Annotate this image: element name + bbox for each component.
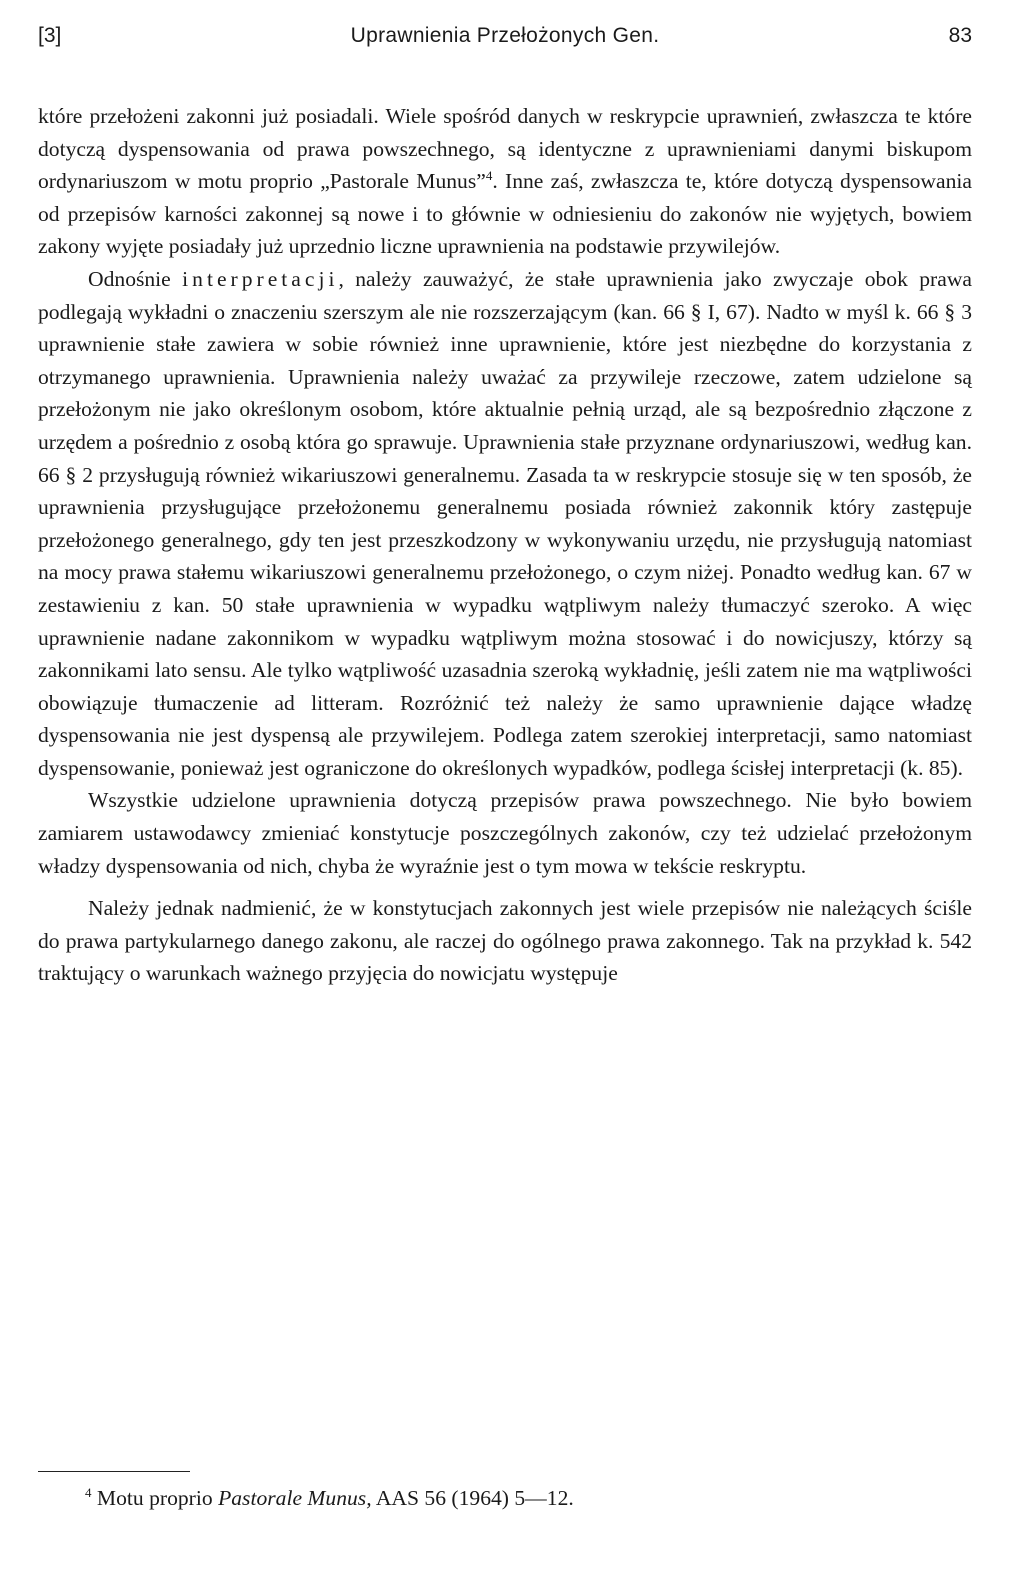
paragraph-2-text-b: , należy zauważyć, że stałe uprawnienia jako zwyczaje obok prawa podlegają wykładni o znaczeniu szerszym ale nie rozszerzającym (kan. 66 § I, 67). Nadto w myśl k. 66 § 3 uprawnienie stałe zawiera w sobie również inne uprawnienie, które jest niezbędne do korzystania z otrzymanego uprawnienia. Uprawnienia należy uważać za przywileje rzeczowe, zatem udzielone są przełożonym nie jako określonym osobom, które aktualnie pełnią urząd, ale są bezpośrednio złączone z urzędem a pośrednio z osobą która go sprawuje. Uprawnienia stałe przyznane ordynariuszowi, według kan. 66 § 2 przysługują również wikariuszowi generalnemu. Zasada ta w reskrypcie stosuje się w ten sposób, że uprawnienia przysługujące przełożonemu generalnemu posiada również zakonnik który zastępuje przełożonego generalnego, gdy ten jest przeszkodzony w wykonywaniu urzędu, nie przysługują natomiast na mocy prawa stałemu wikariuszowi generalnemu przełożonego, o czym niżej. Ponadto według kan. 67 w zestawieniu z kan. 50 stałe uprawnienia w wypadku wątpliwym należy tłumaczyć szeroko. A więc uprawnienie nadane zakonnikom w wypadku wątpliwym można stosować i do nowicjuszy, którzy są zakonnikami lato sensu. Ale tylko wątpliwość uzasadnia szeroką wykładnię, jeśli zatem nie ma wątpliwości obowiązuje tłumaczenie ad litteram. Rozróżnić też należy że samo uprawnienie dające władzę dyspensowania nie jest dyspensą ale przywilejem. Podlega zatem szerokiej interpretacji, samo natomiast dyspensowanie, ponieważ jest ograniczone do określonych wypadków, podlega ścisłej interpretacji (k. 85). <box>38 266 973 780</box>
footnote-mark: 4 <box>85 1484 92 1500</box>
spaced-emphasis: interpretacji <box>182 266 339 291</box>
footnote-italic-title: Pastorale Munus, <box>218 1486 372 1510</box>
paragraph-2 <box>38 263 972 785</box>
footnote <box>85 1486 574 1511</box>
footnote-reference: 4 <box>485 168 493 183</box>
paragraph-2-text-a: Odnośnie <box>88 266 183 291</box>
running-title: Uprawnienia Przełożonych Gen. <box>350 24 660 47</box>
running-header <box>38 24 972 64</box>
paragraph-1 <box>38 100 972 263</box>
page-number: 83 <box>948 24 972 47</box>
paragraph-3: Wszystkie udzielone uprawnienia dotyczą przepisów prawa powszechnego. Nie było bowiem zamiarem ustawodawcy zmieniać konstytucje poszczególnych zakonów, czy też udzielać przełożonym władzy dyspensowania od nich, chyba że wyraźnie jest o tym mowa w tekście reskryptu. <box>38 788 972 878</box>
section-number: [3] <box>38 24 62 47</box>
footnote-text-a: Motu proprio <box>91 1486 219 1510</box>
paragraph-1-text-a: które przełożeni zakonni już posiadali. Wiele spośród danych w reskrypcie uprawnień, zwłaszcza te które dotyczą dyspensowania od prawa powszechnego, są identyczne z uprawnieniami danymi biskupom ordynariuszom w motu proprio „Pastorale Munus” <box>38 104 972 194</box>
paragraph-1-text-b: . Inne zaś, zwłaszcza te, które dotyczą dyspensowania od przepisów karności zakonnej są nowe i to głównie w odniesieniu do zakonów nie wyjętych, bowiem zakony wyjęte posiadały już uprzednio liczne uprawnienia na podstawie przywilejów. <box>38 169 972 259</box>
footnote-divider <box>38 1471 190 1472</box>
footnote-text-b: AAS 56 (1964) 5—12. <box>371 1486 574 1510</box>
body-text <box>38 100 972 990</box>
paragraph-4: Należy jednak nadmienić, że w konstytucjach zakonnych jest wiele przepisów nie należących ściśle do prawa partykularnego danego zakonu, ale raczej do ogólnego prawa zakonnego. Tak na przykład k. 542 traktujący o warunkach ważnego przyjęcia do nowicjatu występuje <box>38 896 972 986</box>
